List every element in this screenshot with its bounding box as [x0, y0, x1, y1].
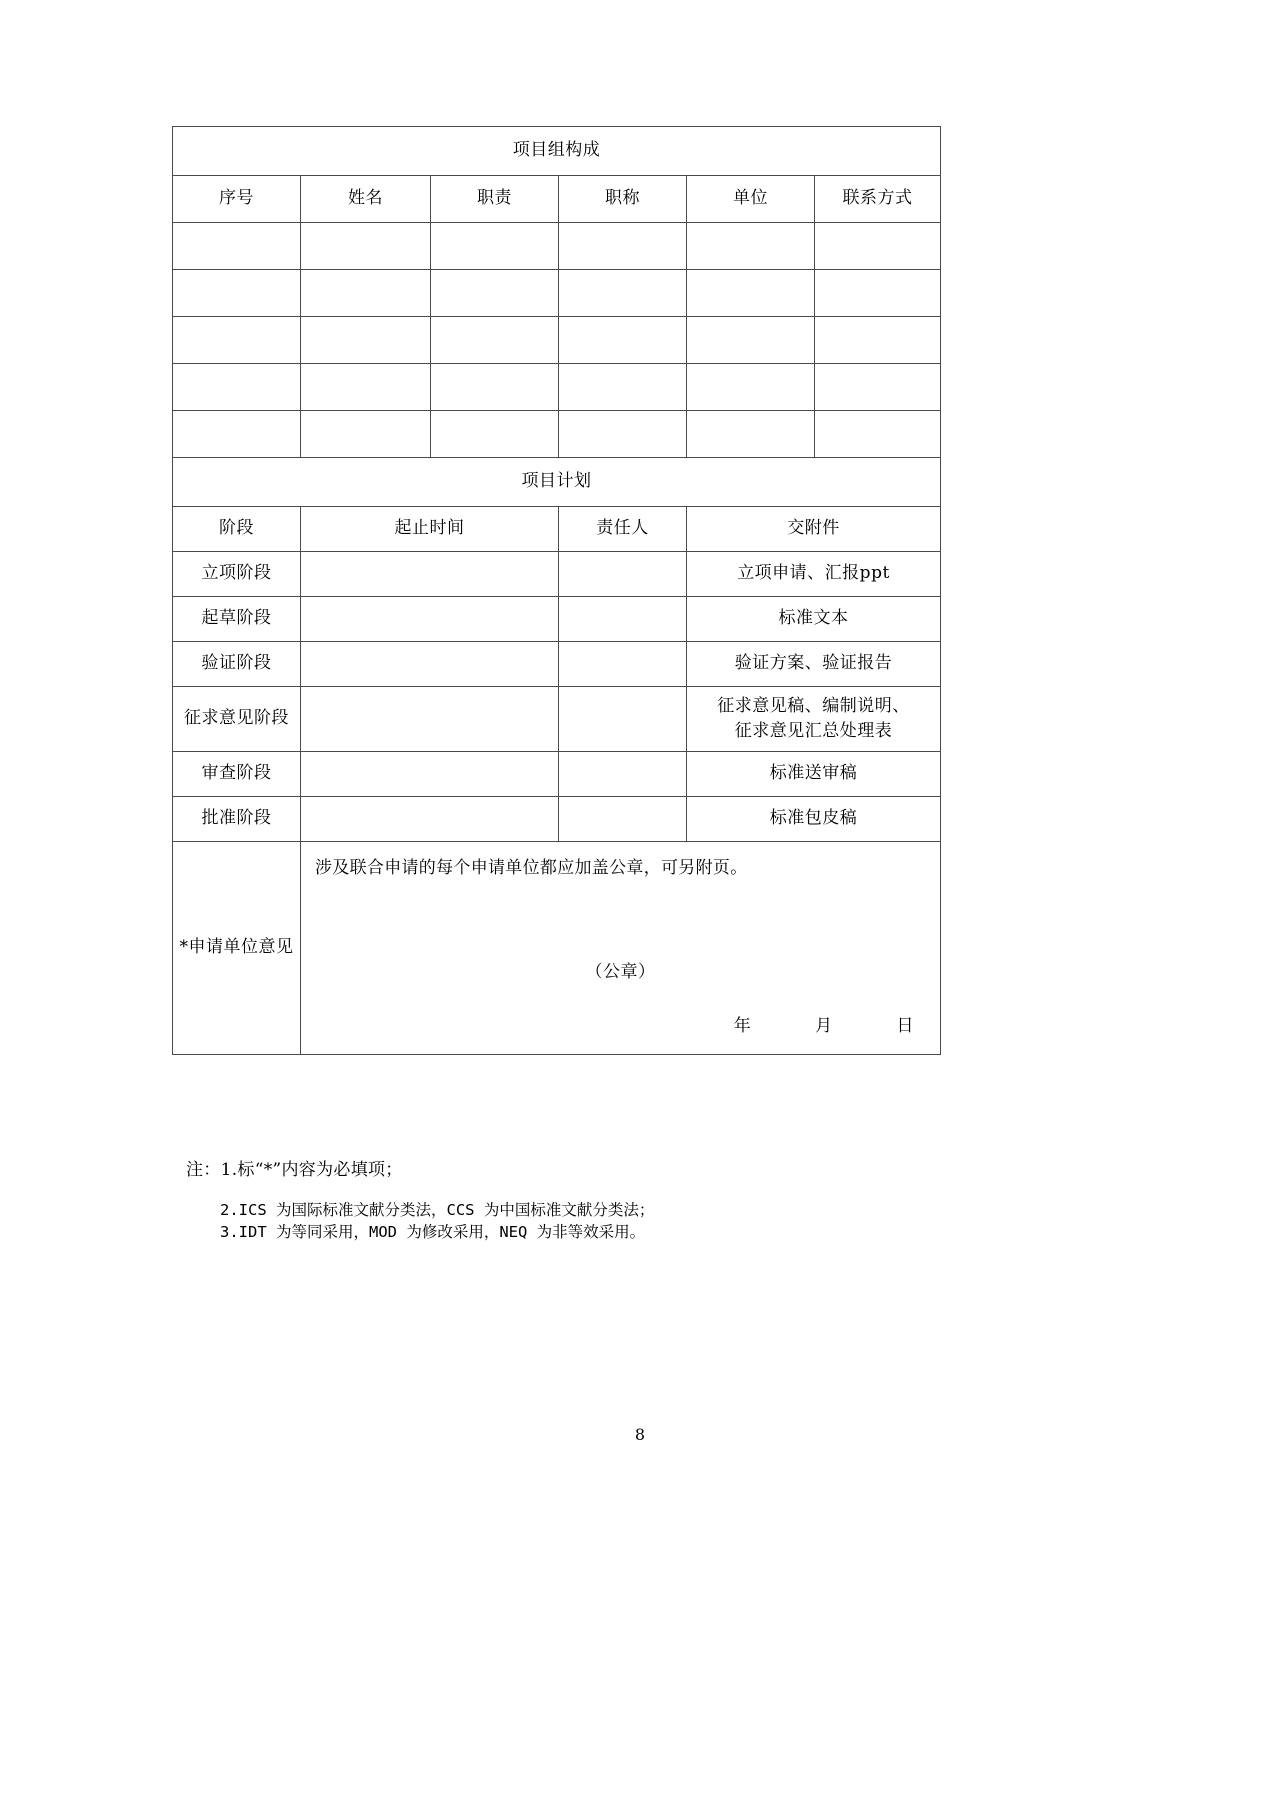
plan-cell-period[interactable] [301, 597, 559, 642]
team-cell-index[interactable] [173, 223, 301, 270]
plan-col-owner: 责任人 [559, 507, 687, 552]
plan-row[interactable] [173, 552, 941, 597]
plan-row[interactable] [173, 642, 941, 687]
team-cell-duty[interactable] [431, 317, 559, 364]
plan-row[interactable] [173, 597, 941, 642]
plan-cell-stage: 批准阶段 [173, 797, 301, 842]
team-cell-duty[interactable] [431, 364, 559, 411]
plan-cell-attachments: 标准送审稿 [687, 752, 941, 797]
footnote-2: 2.ICS 为国际标准文献分类法，CCS 为中国标准文献分类法； [220, 1201, 655, 1219]
team-row[interactable] [173, 317, 941, 364]
team-cell-title[interactable] [559, 270, 687, 317]
plan-cell-stage: 起草阶段 [173, 597, 301, 642]
plan-cell-period[interactable] [301, 752, 559, 797]
signature-date-line [734, 1014, 914, 1040]
date-day-label: 日 [896, 1016, 914, 1036]
team-cell-unit[interactable] [687, 317, 815, 364]
team-cell-contact[interactable] [815, 411, 941, 458]
date-year-label: 年 [733, 1016, 752, 1036]
plan-header-row [173, 507, 941, 552]
team-row[interactable] [173, 270, 941, 317]
team-col-unit: 单位 [687, 176, 815, 223]
team-cell-title[interactable] [559, 223, 687, 270]
opinion-row [173, 842, 941, 1055]
team-cell-title[interactable] [559, 364, 687, 411]
team-cell-name[interactable] [301, 317, 431, 364]
team-cell-name[interactable] [301, 364, 431, 411]
plan-cell-owner[interactable] [559, 597, 687, 642]
plan-section-title: 项目计划 [173, 458, 941, 507]
plan-row[interactable] [173, 687, 941, 752]
plan-col-period: 起止时间 [301, 507, 559, 552]
plan-cell-period[interactable] [301, 687, 559, 752]
footnotes [186, 1162, 1086, 1240]
plan-row[interactable] [173, 752, 941, 797]
team-col-duty: 职责 [431, 176, 559, 223]
plan-cell-attachments: 立项申请、汇报ppt [687, 552, 941, 597]
footnote-1: 注：1.标“*”内容为必填项； [186, 1160, 403, 1180]
plan-title-row [173, 458, 941, 507]
team-row[interactable] [173, 223, 941, 270]
date-month-label: 月 [815, 1016, 833, 1036]
plan-cell-attachments: 验证方案、验证报告 [687, 642, 941, 687]
team-cell-contact[interactable] [815, 270, 941, 317]
team-cell-contact[interactable] [815, 364, 941, 411]
team-section-title: 项目组构成 [173, 127, 941, 176]
plan-cell-stage: 立项阶段 [173, 552, 301, 597]
plan-cell-owner[interactable] [559, 752, 687, 797]
team-title-row [173, 127, 941, 176]
opinion-note-text: 涉及联合申请的每个申请单位都应加盖公章，可另附页。 [315, 858, 748, 878]
team-row[interactable] [173, 364, 941, 411]
plan-cell-owner[interactable] [559, 552, 687, 597]
team-cell-duty[interactable] [431, 223, 559, 270]
team-cell-duty[interactable] [431, 270, 559, 317]
plan-row[interactable] [173, 797, 941, 842]
team-cell-contact[interactable] [815, 223, 941, 270]
plan-cell-attachments: 标准文本 [687, 597, 941, 642]
team-cell-unit[interactable] [687, 364, 815, 411]
opinion-inner [301, 842, 940, 1054]
application-form [172, 126, 940, 1055]
plan-cell-period[interactable] [301, 797, 559, 842]
team-col-index: 序号 [173, 176, 301, 223]
plan-cell-attachments [687, 687, 941, 752]
team-cell-unit[interactable] [687, 223, 815, 270]
team-cell-index[interactable] [173, 270, 301, 317]
footnote-3: 3.IDT 为等同采用，MOD 为修改采用，NEQ 为非等效采用。 [220, 1222, 646, 1241]
team-cell-unit[interactable] [687, 411, 815, 458]
team-cell-title[interactable] [559, 317, 687, 364]
team-cell-contact[interactable] [815, 317, 941, 364]
plan-attachment-line-1: 征求意见稿、编制说明、 [717, 695, 910, 716]
team-col-title: 职称 [559, 176, 687, 223]
plan-cell-attachments: 标准包皮稿 [687, 797, 941, 842]
team-cell-duty[interactable] [431, 411, 559, 458]
official-seal-placeholder: （公章） [585, 962, 656, 982]
plan-cell-owner[interactable] [559, 642, 687, 687]
plan-col-stage: 阶段 [173, 507, 301, 552]
opinion-label: *申请单位意见 [173, 842, 301, 1055]
team-cell-title[interactable] [559, 411, 687, 458]
plan-cell-stage: 征求意见阶段 [173, 687, 301, 752]
plan-cell-owner[interactable] [559, 797, 687, 842]
team-col-name: 姓名 [301, 176, 431, 223]
plan-cell-period[interactable] [301, 552, 559, 597]
team-cell-name[interactable] [301, 223, 431, 270]
team-cell-name[interactable] [301, 411, 431, 458]
plan-col-attachments: 交附件 [687, 507, 941, 552]
team-cell-index[interactable] [173, 317, 301, 364]
page-number: 8 [634, 1425, 646, 1444]
team-col-contact: 联系方式 [815, 176, 941, 223]
form-table [172, 126, 941, 1055]
team-header-row [173, 176, 941, 223]
opinion-body[interactable] [301, 842, 941, 1055]
team-cell-index[interactable] [173, 411, 301, 458]
team-row[interactable] [173, 411, 941, 458]
plan-cell-owner[interactable] [559, 687, 687, 752]
team-cell-index[interactable] [173, 364, 301, 411]
team-cell-unit[interactable] [687, 270, 815, 317]
plan-cell-stage: 审查阶段 [173, 752, 301, 797]
plan-cell-stage: 验证阶段 [173, 642, 301, 687]
plan-cell-period[interactable] [301, 642, 559, 687]
plan-attachment-line-2: 征求意见汇总处理表 [734, 721, 893, 741]
team-cell-name[interactable] [301, 270, 431, 317]
